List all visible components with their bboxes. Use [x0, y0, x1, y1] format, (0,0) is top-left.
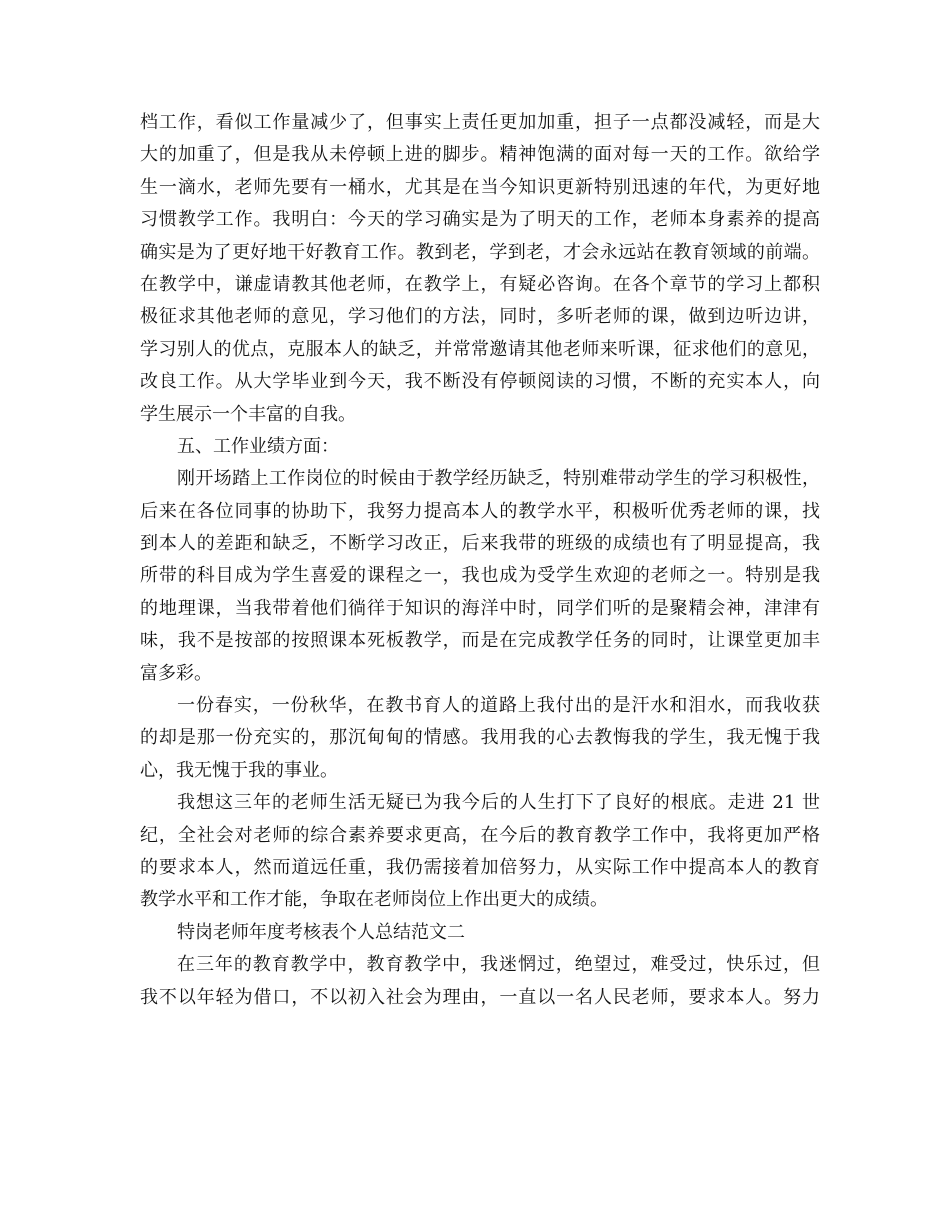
text-line: 的却是那一份充实的，那沉甸甸的情感。我用我的心去教悔我的学生，我无愧于我 — [140, 727, 820, 749]
text-line: 在三年的教育教学中，教育教学中，我迷惘过，绝望过，难受过，快乐过，但 — [177, 954, 820, 976]
text-line: 我不以年轻为借口，不以初入社会为理由，一直以一名人民老师，要求本人。努力 — [140, 986, 820, 1008]
text-line: 在教学中，谦虚请教其他老师，在教学上，有疑必咨询。在各个章节的学习上都积 — [140, 273, 820, 295]
document-body — [140, 107, 820, 1014]
section-heading: 五、工作业绩方面： — [177, 435, 339, 457]
text-line: 学生展示一个丰富的自我。 — [140, 403, 356, 425]
text-line: 大的加重了，但是我从未停顿上进的脚步。精神饱满的面对每一天的工作。欲给学 — [140, 144, 820, 166]
text-line: 富多彩。 — [140, 662, 212, 684]
text-line: 档工作，看似工作量减少了，但事实上责任更加加重，担子一点都没减轻，而是大 — [140, 112, 820, 133]
text-line: 刚开场踏上工作岗位的时候由于教学经历缺乏，特别难带动学生的学习积极性， — [177, 468, 820, 490]
text-line: 纪，全社会对老师的综合素养要求更高，在今后的教育教学工作中，我将更加严格 — [140, 824, 820, 846]
text-line: 确实是为了更好地干好教育工作。教到老，学到老，才会永远站在教育领域的前端。 — [140, 241, 820, 263]
text-line: 我想这三年的老师生活无疑已为我今后的人生打下了良好的根底。走进 21 世 — [177, 792, 820, 814]
text-line: 到本人的差距和缺乏，不断学习改正，后来我带的班级的成绩也有了明显提高，我 — [140, 533, 820, 555]
text-line: 改良工作。从大学毕业到今天，我不断没有停顿阅读的习惯，不断的充实本人，向 — [140, 371, 820, 393]
text-line: 一份春实，一份秋华，在教书育人的道路上我付出的是汗水和泪水，而我收获 — [177, 695, 820, 717]
text-line: 所带的科目成为学生喜爱的课程之一，我也成为受学生欢迎的老师之一。特别是我 — [140, 565, 820, 587]
text-line: 的要求本人，然而道远任重，我仍需接着加倍努力，从实际工作中提高本人的教育 — [140, 856, 820, 878]
text-line: 后来在各位同事的协助下，我努力提高本人的教学水平，积极听优秀老师的课，找 — [140, 500, 820, 522]
section-heading: 特岗老师年度考核表个人总结范文二 — [177, 921, 465, 943]
text-line: 习惯教学工作。我明白：今天的学习确实是为了明天的工作，老师本身素养的提高 — [140, 209, 820, 231]
text-line: 教学水平和工作才能，争取在老师岗位上作出更大的成绩。 — [140, 889, 608, 911]
text-line: 学习别人的优点，克服本人的缺乏，并常常邀请其他老师来听课，征求他们的意见， — [140, 338, 820, 360]
text-line: 极征求其他老师的意见，学习他们的方法，同时，多听老师的课，做到边听边讲， — [140, 306, 820, 328]
text-line: 生一滴水，老师先要有一桶水，尤其是在当今知识更新特别迅速的年代，为更好地 — [140, 176, 820, 198]
text-line: 心，我无愧于我的事业。 — [140, 759, 338, 781]
text-line: 的地理课，当我带着他们徜徉于知识的海洋中时，同学们听的是聚精会神，津津有 — [140, 597, 820, 619]
text-line: 味，我不是按部的按照课本死板教学，而是在完成教学任务的同时，让课堂更加丰 — [140, 630, 820, 652]
